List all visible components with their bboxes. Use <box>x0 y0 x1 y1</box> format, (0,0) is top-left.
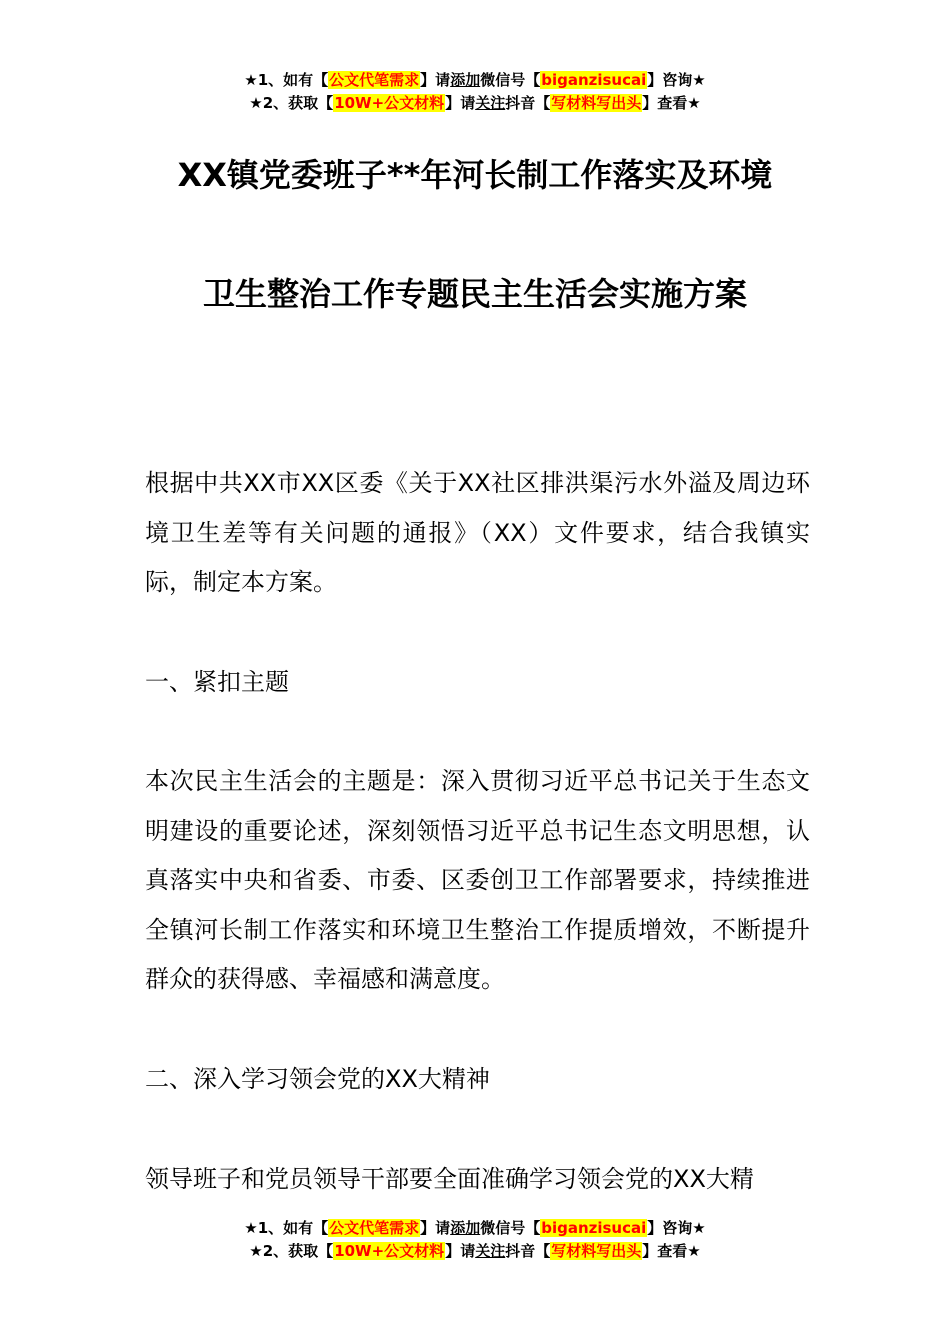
paragraph-intro: 根据中共XX市XX区委《关于XX社区排洪渠污水外溢及周边环境卫生差等有关问题的通报》（XX）文件要求，结合我镇实际，制定本方案。 <box>145 469 810 596</box>
promo-line-1: ★1、如有【公文代笔需求】请添加微信号【biganzisucai】咨询★ <box>244 71 706 89</box>
section-heading-2: 二、深入学习领会党的XX大精神 <box>145 1065 490 1093</box>
paragraph-study: 领导班子和党员领导干部要全面准确学习领会党的XX大精 <box>145 1165 754 1193</box>
promo-line-2: ★2、获取【10W+公文材料】请关注抖音【写材料写出头】查看★ <box>249 94 701 112</box>
promo-highlight: 写材料写出头 <box>551 94 642 112</box>
promo-highlight: biganzisucai <box>541 1219 647 1237</box>
promo-highlight: biganzisucai <box>541 71 647 89</box>
promo-line-2: ★2、获取【10W+公文材料】请关注抖音【写材料写出头】查看★ <box>249 1242 701 1260</box>
document-title-line-1: XX镇党委班子**年河长制工作落实及环境 <box>177 156 773 194</box>
promo-line-1: ★1、如有【公文代笔需求】请添加微信号【biganzisucai】咨询★ <box>244 1219 706 1237</box>
promo-highlight: 10W+公文材料 <box>334 1242 445 1260</box>
footer-promo-banner <box>0 1217 950 1263</box>
promo-highlight: 10W+公文材料 <box>334 94 445 112</box>
promo-highlight: 写材料写出头 <box>551 1242 642 1260</box>
paragraph-theme: 本次民主生活会的主题是：深入贯彻习近平总书记关于生态文明建设的重要论述，深刻领悟习近平总书记生态文明思想，认真落实中央和省委、市委、区委创卫工作部署要求，持续推进全镇河长制工作落实和环境卫生整治工作提质增效，不断提升群众的获得感、幸福感和满意度。 <box>145 767 810 993</box>
promo-highlight: 公文代笔需求 <box>329 71 420 89</box>
promo-highlight: 公文代笔需求 <box>329 1219 420 1237</box>
header-promo-banner <box>0 69 950 115</box>
section-heading-1: 一、紧扣主题 <box>145 668 289 696</box>
document-title-line-2: 卫生整治工作专题民主生活会实施方案 <box>202 275 747 313</box>
